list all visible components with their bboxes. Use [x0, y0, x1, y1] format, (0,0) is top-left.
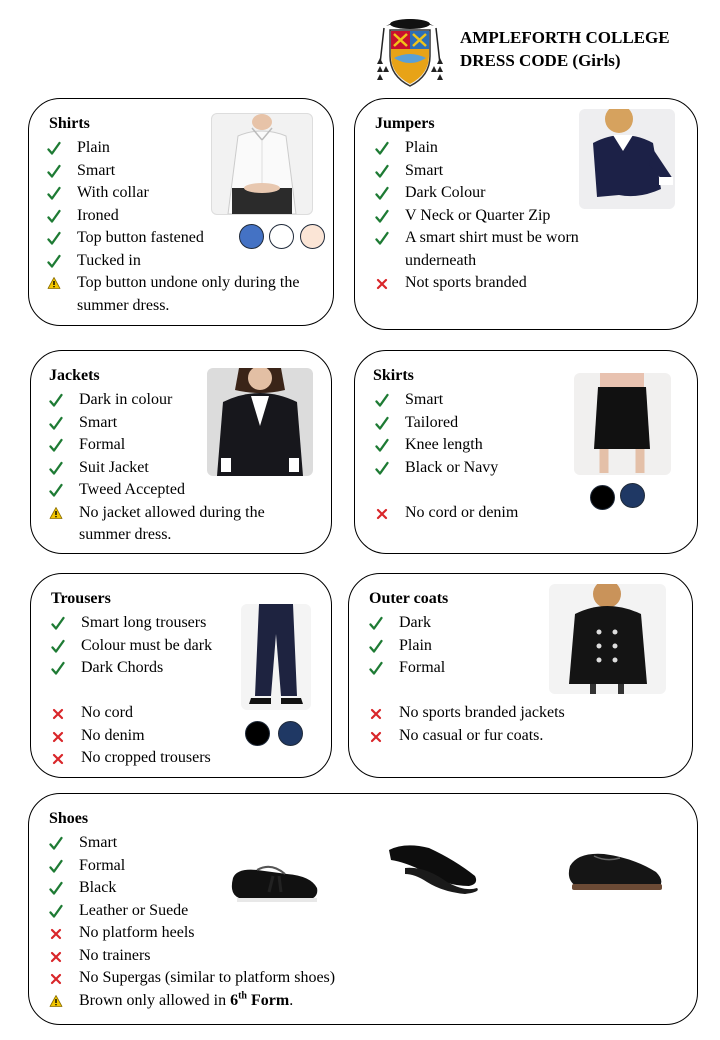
- list-item-text: Leather or Suede: [79, 901, 189, 919]
- list-item-text: Smart: [405, 391, 444, 408]
- list-item-text: No Supergas (similar to platform shoes): [79, 969, 336, 986]
- check-icon: [375, 137, 389, 159]
- check-icon: [51, 657, 65, 679]
- list-item-text: Plain: [405, 139, 438, 156]
- check-icon: [47, 227, 61, 249]
- list-item-text: Knee length: [405, 436, 483, 453]
- list-item: [375, 389, 595, 412]
- cross-icon: [49, 922, 63, 944]
- school-title: [460, 26, 670, 72]
- check-icon: [49, 389, 63, 411]
- list-item-text: Smart: [77, 161, 116, 179]
- skirts-list: [375, 389, 595, 524]
- list-item: [49, 922, 449, 945]
- list-item: [47, 272, 317, 317]
- list-item-text: No platform heels: [79, 924, 195, 941]
- list-item-text: No cord or denim: [405, 503, 519, 521]
- list-item: [369, 702, 659, 725]
- check-icon: [375, 389, 389, 411]
- check-icon: [369, 612, 383, 634]
- jumper-photo: [579, 109, 675, 209]
- list-item-text: No denim: [81, 726, 145, 744]
- list-item-text: Smart: [79, 834, 118, 851]
- list-item-text: Formal: [79, 856, 126, 874]
- shirt-swatch-white: [269, 224, 294, 249]
- list-item-text: Smart long trousers: [81, 614, 207, 631]
- cross-icon: [369, 702, 383, 724]
- college-crest-icon: [372, 14, 448, 90]
- list-item-text: No jacket allowed during the summer dress.: [79, 503, 265, 543]
- trousers-title: Trousers: [51, 590, 111, 607]
- cross-icon: [375, 502, 389, 524]
- form-label: Form: [247, 991, 290, 1009]
- skirts-section: [354, 350, 698, 554]
- jackets-title: Jackets: [49, 367, 100, 384]
- page-header: [372, 12, 712, 88]
- list-item-text: Dark in colour: [79, 391, 173, 408]
- list-item-text: Black: [79, 879, 117, 896]
- shoes-section: [28, 793, 698, 1025]
- outer-coats-title: Outer coats: [369, 590, 449, 607]
- list-item-text: Smart: [405, 161, 444, 179]
- check-icon: [47, 250, 61, 272]
- shoes-title: Shoes: [49, 810, 89, 827]
- shirts-title: Shirts: [49, 115, 90, 132]
- list-item-text: Colour must be dark: [81, 636, 213, 654]
- list-item-text: Dark Chords: [81, 659, 164, 676]
- list-item: [49, 479, 319, 502]
- shirts-section: [28, 98, 334, 326]
- shirt-photo: [211, 113, 313, 215]
- outer-coats-section: [348, 573, 693, 778]
- list-item-text: Dark Colour: [405, 184, 486, 201]
- list-item: [49, 945, 449, 968]
- list-item: [49, 502, 319, 547]
- trousers-swatch-navy: [278, 721, 303, 746]
- check-icon: [375, 434, 389, 456]
- title-line-1: AMPLEFORTH COLLEGE: [460, 28, 670, 47]
- check-icon: [51, 635, 65, 657]
- list-item: [49, 967, 449, 990]
- cross-icon: [49, 967, 63, 989]
- cross-icon: [369, 725, 383, 747]
- list-item-text: Not sports branded: [405, 274, 527, 291]
- list-item: [375, 227, 621, 272]
- list-item-text: No trainers: [79, 946, 151, 964]
- check-icon: [47, 137, 61, 159]
- list-item: [375, 457, 595, 480]
- list-item-text: Formal: [79, 436, 126, 453]
- check-icon: [369, 657, 383, 679]
- list-item: [49, 990, 449, 1013]
- list-item-text: A smart shirt must be worn underneath: [405, 229, 579, 269]
- list-item-text: Black or Navy: [405, 458, 499, 476]
- check-icon: [375, 457, 389, 479]
- brogue-shoe-icon: [564, 844, 670, 894]
- check-icon: [375, 205, 389, 227]
- shirt-swatch-pink: [300, 224, 325, 249]
- skirt-photo: [574, 373, 671, 475]
- check-icon: [49, 855, 63, 877]
- jumpers-section: [354, 98, 698, 330]
- cross-icon: [51, 747, 65, 769]
- list-item-text: Ironed: [77, 206, 119, 224]
- shirt-swatch-blue: [239, 224, 264, 249]
- list-item-text: V Neck or Quarter Zip: [405, 206, 551, 224]
- list-item-text: Plain: [77, 139, 110, 156]
- list-item: [51, 747, 321, 770]
- check-icon: [375, 412, 389, 434]
- skirt-swatch-navy: [620, 483, 645, 508]
- check-icon: [49, 900, 63, 922]
- list-item-text: Formal: [399, 659, 446, 676]
- list-item-text: Dark: [399, 614, 431, 631]
- cross-icon: [51, 725, 65, 747]
- warning-icon: [49, 502, 63, 524]
- jumpers-title: Jumpers: [375, 115, 435, 132]
- brown-rule-text: Brown only allowed in: [79, 991, 231, 1009]
- brown-rule-suffix: .: [289, 991, 294, 1009]
- list-item-text: Smart: [79, 413, 118, 431]
- list-item: [375, 434, 595, 457]
- check-icon: [47, 182, 61, 204]
- check-icon: [375, 227, 389, 249]
- list-item-text: Suit Jacket: [79, 458, 149, 476]
- check-icon: [49, 412, 63, 434]
- cross-icon: [375, 272, 389, 294]
- form-number: 6: [230, 991, 239, 1009]
- cross-icon: [51, 702, 65, 724]
- check-icon: [49, 434, 63, 456]
- check-icon: [51, 612, 65, 634]
- check-icon: [47, 160, 61, 182]
- check-icon: [49, 832, 63, 854]
- check-icon: [49, 877, 63, 899]
- trousers-photo: [241, 604, 311, 710]
- loafer-shoe-icon: [227, 848, 323, 908]
- ballet-flat-shoe-icon: [385, 836, 485, 894]
- trousers-swatch-black: [245, 721, 270, 746]
- check-icon: [369, 635, 383, 657]
- list-item-text: Top button undone only during the summer dress.: [77, 274, 300, 314]
- list-item-text: No sports branded jackets: [399, 704, 565, 721]
- list-item: [375, 412, 595, 435]
- list-item-text: With collar: [77, 184, 149, 201]
- cross-icon: [49, 945, 63, 967]
- list-item: [375, 272, 621, 295]
- list-item-text: Plain: [399, 636, 432, 654]
- warning-icon: [47, 272, 61, 294]
- list-item-text: No casual or fur coats.: [399, 726, 544, 744]
- list-item: [369, 725, 659, 748]
- jackets-section: [30, 350, 332, 554]
- list-item-text: No cord: [81, 704, 133, 721]
- skirt-swatch-black: [590, 485, 615, 510]
- check-icon: [375, 182, 389, 204]
- check-icon: [49, 457, 63, 479]
- list-item: [47, 250, 317, 273]
- coat-photo: [549, 584, 666, 694]
- trousers-section: [30, 573, 332, 778]
- skirts-title: Skirts: [373, 367, 414, 384]
- list-item-text: Tucked in: [77, 251, 141, 269]
- list-item-text: Tweed Accepted: [79, 481, 185, 498]
- form-ordinal: th: [238, 990, 247, 1002]
- warning-icon: [49, 990, 63, 1012]
- list-item-text: Tailored: [405, 413, 459, 431]
- list-item-text: No cropped trousers: [81, 749, 211, 766]
- check-icon: [375, 160, 389, 182]
- list-item-text: Top button fastened: [77, 229, 204, 246]
- list-item: [375, 502, 595, 525]
- title-line-2: DRESS CODE (Girls): [460, 51, 621, 70]
- check-icon: [47, 205, 61, 227]
- check-icon: [49, 479, 63, 501]
- jacket-photo: [207, 368, 313, 476]
